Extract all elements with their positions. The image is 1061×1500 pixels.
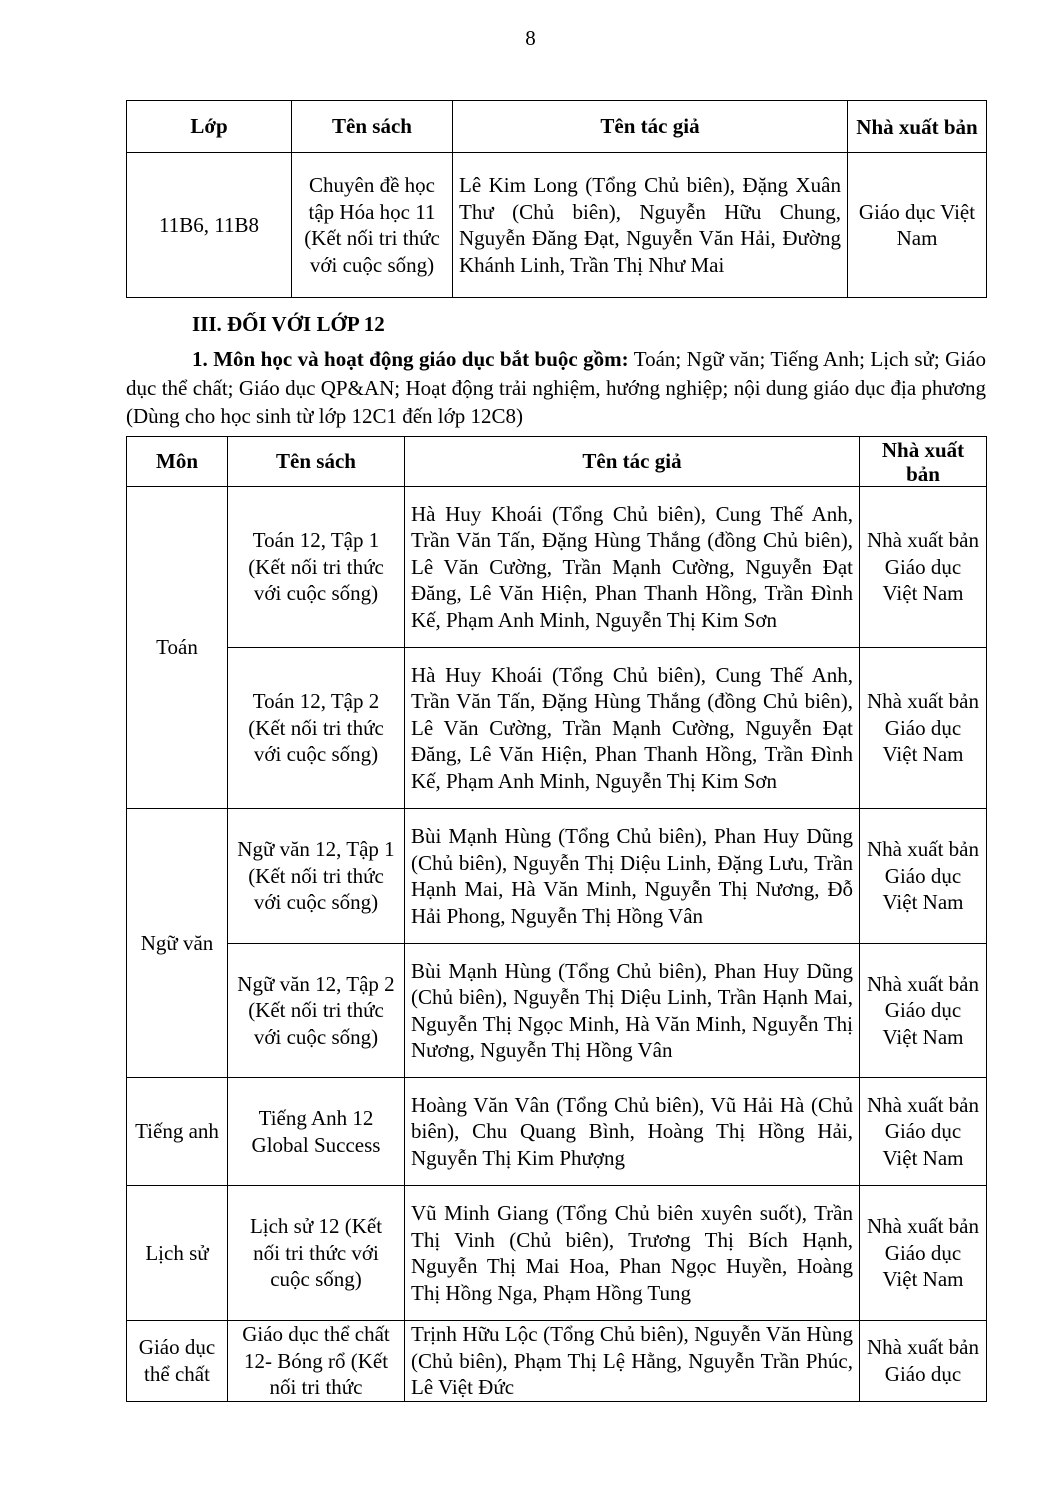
subject-cell: Ngữ văn [127,809,228,1078]
header-class: Lớp [127,101,292,153]
table-row [127,487,987,648]
publisher-cell: Nhà xuất bản Giáo dục Việt Nam [860,809,987,944]
publisher-cell: Nhà xuất bản Giáo dục Việt Nam [860,1186,987,1321]
paragraph-text: Toán; Ngữ văn; Tiếng Anh; Lịch sử; Giáo dục thể chất; Giáo dục QP&AN; Hoạt động trải nghiệm, hướng nghiệp; nội dung giáo dục địa phương (Dùng cho học sinh từ lớp 12C1 đến lớp 12C8) [126,347,986,428]
header-authors: Tên tác giả [453,101,848,153]
table-row [127,809,987,944]
header-subject: Môn [127,437,228,487]
publisher-cell: Nhà xuất bản Giáo dục Việt Nam [860,487,987,648]
section-paragraph [126,345,986,431]
header-book: Tên sách [292,101,453,153]
subject-cell: Tiếng anh [127,1078,228,1186]
book-cell: Toán 12, Tập 1 (Kết nối tri thức với cuộc sống) [228,487,405,648]
publisher-cell: Nhà xuất bản Giáo dục [860,1321,987,1402]
book-cell: Lịch sử 12 (Kết nối tri thức với cuộc sống) [228,1186,405,1321]
book-cell: Ngữ văn 12, Tập 1 (Kết nối tri thức với cuộc sống) [228,809,405,944]
authors-cell: Bùi Mạnh Hùng (Tổng Chủ biên), Phan Huy Dũng (Chủ biên), Nguyễn Thị Diệu Linh, Trần Hạnh Mai, Nguyễn Thị Ngọc Minh, Hà Văn Minh, Nguyễn Thị Nương, Nguyễn Thị Hồng Vân [405,944,860,1078]
table-header-row [127,101,987,153]
authors-cell: Vũ Minh Giang (Tổng Chủ biên xuyên suốt), Trần Thị Vinh (Chủ biên), Trương Thị Bích Hạnh, Nguyễn Thị Mai Hoa, Phan Ngọc Huyền, Hoàng Thị Hồng Nga, Phạm Hồng Tung [405,1186,860,1321]
book-cell: Toán 12, Tập 2 (Kết nối tri thức với cuộc sống) [228,648,405,809]
authors-cell: Bùi Mạnh Hùng (Tổng Chủ biên), Phan Huy Dũng (Chủ biên), Nguyễn Thị Diệu Linh, Đặng Lưu, Trần Hạnh Mai, Hà Văn Minh, Nguyễn Thị Nương, Đỗ Hải Phong, Nguyễn Thị Hồng Vân [405,809,860,944]
paragraph-lead: 1. Môn học và hoạt động giáo dục bắt buộc gồm: [192,347,629,371]
class-cell: 11B6, 11B8 [127,153,292,298]
subject-cell: Giáo dục thể chất [127,1321,228,1402]
header-authors: Tên tác giả [405,437,860,487]
table-row [127,1078,987,1186]
section-heading: III. ĐỐI VỚI LỚP 12 [192,312,385,336]
textbook-table-grade-12 [126,436,987,1402]
book-cell: Ngữ văn 12, Tập 2 (Kết nối tri thức với cuộc sống) [228,944,405,1078]
authors-cell: Hoàng Văn Vân (Tổng Chủ biên), Vũ Hải Hà (Chủ biên), Chu Quang Bình, Hoàng Thị Hồng Hải, Nguyễn Thị Kim Phượng [405,1078,860,1186]
publisher-cell: Nhà xuất bản Giáo dục Việt Nam [860,944,987,1078]
publisher-cell: Nhà xuất bản Giáo dục Việt Nam [860,648,987,809]
page-number: 8 [525,26,536,50]
authors-cell: Hà Huy Khoái (Tổng Chủ biên), Cung Thế Anh, Trần Văn Tấn, Đặng Hùng Thắng (đồng Chủ biên), Lê Văn Cường, Trần Mạnh Cường, Nguyễn Đạt Đăng, Lê Văn Hiện, Phan Thanh Hồng, Trần Đình Kế, Phạm Anh Minh, Nguyễn Thị Kim Sơn [405,648,860,809]
book-cell: Giáo dục thể chất 12- Bóng rổ (Kết nối tri thức [228,1321,405,1402]
table-header-row [127,437,987,487]
table-row [127,1186,987,1321]
subject-cell: Toán [127,487,228,809]
table-row [127,944,987,1078]
book-cell: Chuyên đề học tập Hóa học 11 (Kết nối tri thức với cuộc sống) [292,153,453,298]
publisher-cell: Nhà xuất bản Giáo dục Việt Nam [860,1078,987,1186]
table-row [127,153,987,298]
book-cell: Tiếng Anh 12 Global Success [228,1078,405,1186]
authors-cell: Trịnh Hữu Lộc (Tổng Chủ biên), Nguyễn Văn Hùng (Chủ biên), Phạm Thị Lệ Hằng, Nguyễn Trần Phúc, Lê Việt Đức [405,1321,860,1402]
authors-cell: Hà Huy Khoái (Tổng Chủ biên), Cung Thế Anh, Trần Văn Tấn, Đặng Hùng Thắng (đồng Chủ biên), Lê Văn Cường, Trần Mạnh Cường, Nguyễn Đạt Đăng, Lê Văn Hiện, Phan Thanh Hồng, Trần Đình Kế, Phạm Anh Minh, Nguyễn Thị Kim Sơn [405,487,860,648]
publisher-cell: Giáo dục Việt Nam [848,153,987,298]
subject-cell: Lịch sử [127,1186,228,1321]
header-publisher: Nhà xuất bản [860,437,987,487]
header-book: Tên sách [228,437,405,487]
header-publisher: Nhà xuất bản [848,101,987,153]
textbook-table-grade-11 [126,100,987,298]
table-row [127,1321,987,1402]
authors-cell: Lê Kim Long (Tổng Chủ biên), Đặng Xuân Thư (Chủ biên), Nguyễn Hữu Chung, Nguyễn Đăng Đạt, Nguyễn Văn Hải, Đường Khánh Linh, Trần Thị Như Mai [453,153,848,298]
table-row [127,648,987,809]
